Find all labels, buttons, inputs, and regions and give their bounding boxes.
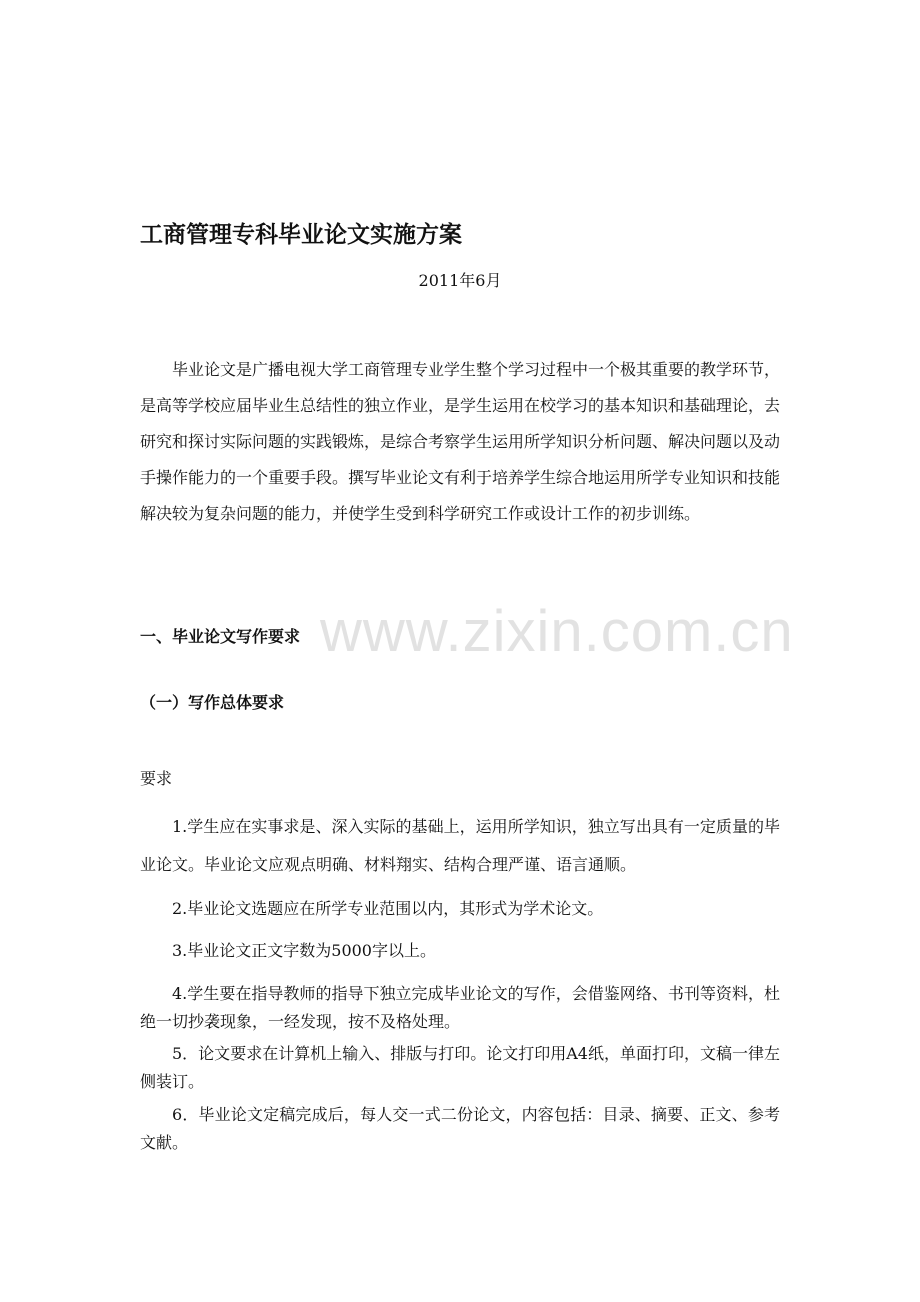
section-heading: 一、毕业论文写作要求 — [140, 627, 301, 646]
requirement-item: 1.学生应在实事求是、深入实际的基础上，运用所学知识，独立写出具有一定质量的毕业论文。毕业论文应观点明确、材料翔实、结构合理严谨、语言通顺。 — [140, 817, 780, 874]
requirement-item: 6．毕业论文定稿完成后，每人交一式二份论文，内容包括：目录、摘要、正文、参考文献。 — [140, 1105, 780, 1152]
requirement-item: 5．论文要求在计算机上输入、排版与打印。论文打印用A4纸，单面打印，文稿一律左侧装订。 — [140, 1044, 780, 1091]
requirement-item: 2.毕业论文选题应在所学专业范围以内，其形式为学术论文。 — [172, 899, 604, 918]
requirement-item: 3.毕业论文正文字数为5000字以上。 — [172, 941, 436, 960]
intro-paragraph: 毕业论文是广播电视大学工商管理专业学生整个学习过程中一个极其重要的教学环节，是高等学校应届毕业生总结性的独立作业，是学生运用在校学习的基本知识和基础理论，去研究和探讨实际问题的实践锻炼，是综合考察学生运用所学知识分析问题、解决问题以及动手操作能力的一个重要手段。撰写毕业论文有利于培养学生综合地运用所学专业知识和技能解决较为复杂问题的能力，并使学生受到科学研究工作或设计工作的初步训练。 — [140, 360, 781, 523]
subsection-heading: （一）写作总体要求 — [140, 693, 285, 712]
requirement-item: 4.学生要在指导教师的指导下独立完成毕业论文的写作，会借鉴网络、书刊等资料，杜绝一切抄袭现象，一经发现，按不及格处理。 — [140, 984, 780, 1031]
watermark: www.zixin.com.cn — [320, 599, 794, 664]
document-title: 工商管理专科毕业论文实施方案 — [140, 222, 462, 248]
document-date: 2011年6月 — [418, 271, 502, 290]
requirements-label: 要求 — [140, 769, 173, 788]
